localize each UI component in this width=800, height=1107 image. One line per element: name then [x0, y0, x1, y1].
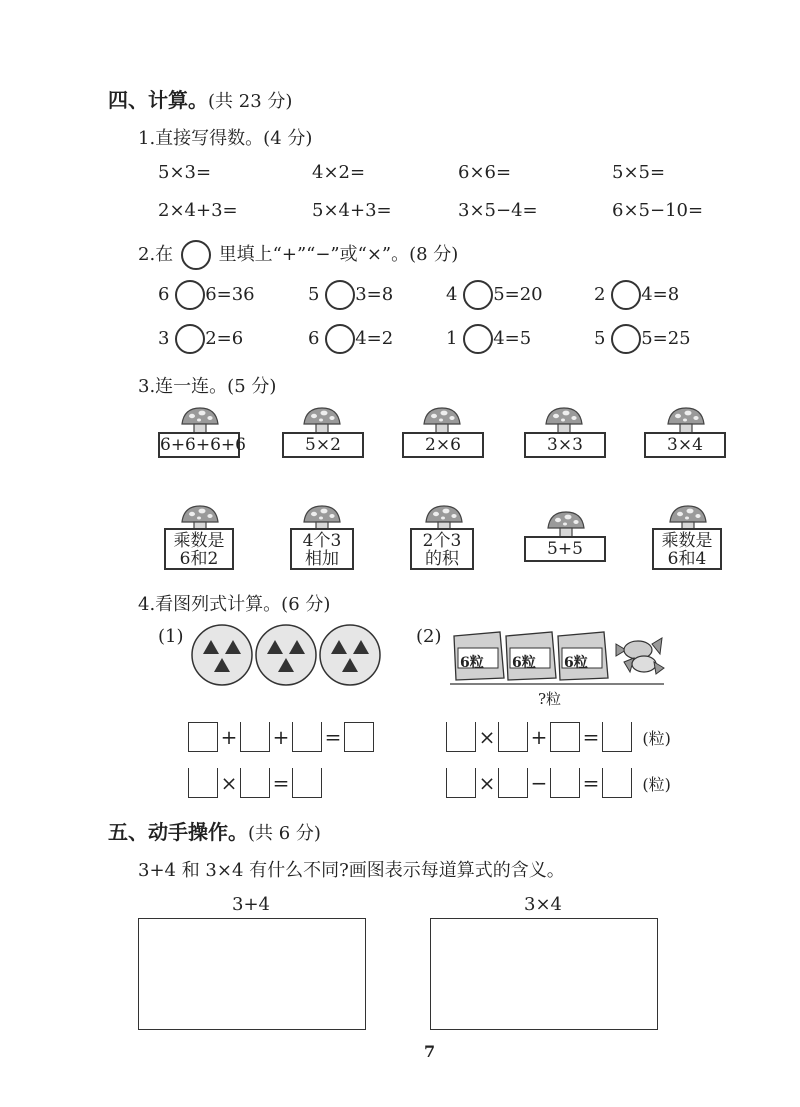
q1-equation: 5×3=	[158, 162, 212, 183]
page-number: 7	[424, 1042, 436, 1061]
answer-box[interactable]	[188, 768, 218, 798]
q1-equation: 6×5−10=	[612, 200, 704, 221]
blank-circle[interactable]	[463, 324, 493, 354]
drawing-label-right: 3×4	[524, 894, 562, 915]
q1-equation: 5×5=	[612, 162, 666, 183]
q2-item: 1 4=5	[446, 324, 531, 354]
q4-title: 4.看图列式计算。(6 分)	[138, 594, 331, 615]
q2-title-prefix: 2.在	[138, 244, 174, 265]
unit-label: (粒)	[642, 774, 671, 794]
card-line: 6和2	[179, 549, 219, 569]
blank-circle[interactable]	[611, 324, 641, 354]
drawing-area-left[interactable]	[138, 918, 366, 1030]
card-line: 2个3	[422, 531, 462, 551]
answer-box[interactable]	[550, 768, 580, 798]
answer-box[interactable]	[550, 722, 580, 752]
match-top-card[interactable]: 6+6+6+6	[158, 432, 240, 458]
q2-item: 4 5=20	[446, 280, 543, 310]
match-top-card[interactable]: 2×6	[402, 432, 484, 458]
section4-heading	[108, 84, 292, 113]
q1-equation: 4×2=	[312, 162, 366, 183]
match-top-card[interactable]: 5×2	[282, 432, 364, 458]
answer-row-1b: × =	[188, 768, 322, 798]
answer-box[interactable]	[446, 722, 476, 752]
q2-item: 6 4=2	[308, 324, 393, 354]
match-top-card[interactable]: 3×3	[524, 432, 606, 458]
total-label: ?粒	[538, 690, 562, 708]
blank-circle[interactable]	[325, 280, 355, 310]
unit-label: (粒)	[642, 728, 671, 748]
q2-item: 5 3=8	[308, 280, 393, 310]
bag-label: 6粒	[460, 655, 484, 671]
section5-title: 五、动手操作。	[108, 820, 248, 844]
triangle-circle-icon	[320, 625, 380, 685]
triangle-circle-icon	[256, 625, 316, 685]
blank-circle[interactable]	[325, 324, 355, 354]
match-bottom-card[interactable]: 5+5	[524, 536, 606, 562]
answer-box[interactable]	[602, 768, 632, 798]
q1-equation: 3×5−4=	[458, 200, 538, 221]
answer-box[interactable]	[344, 722, 374, 752]
triangle-circle-icon	[192, 625, 252, 685]
q1-equation: 6×6=	[458, 162, 512, 183]
answer-box[interactable]	[498, 722, 528, 752]
q1-title: 1.直接写得数。(4 分)	[138, 128, 313, 149]
match-bottom-card[interactable]	[164, 528, 234, 570]
q2-item: 5 5=25	[594, 324, 691, 354]
q2-item: 3 2=6	[158, 324, 243, 354]
card-line: 6和4	[667, 549, 707, 569]
blank-circle[interactable]	[463, 280, 493, 310]
q3-title: 3.连一连。(5 分)	[138, 376, 277, 397]
answer-box[interactable]	[446, 768, 476, 798]
q4-part2-label: (2)	[416, 626, 442, 647]
q1-equation: 5×4+3=	[312, 200, 392, 221]
section4-points: (共 23 分)	[208, 91, 293, 112]
q2-title-suffix: 里填上“+”“−”或“×”。(8 分)	[218, 244, 459, 265]
answer-box[interactable]	[240, 768, 270, 798]
triangle-groups	[190, 622, 386, 688]
candy-icon	[616, 638, 664, 674]
drawing-label-left: 3+4	[232, 894, 270, 915]
answer-row-2b: × − = (粒)	[446, 768, 671, 798]
card-line: 的积	[425, 549, 459, 569]
section5-heading	[108, 816, 321, 845]
drawing-area-right[interactable]	[430, 918, 658, 1030]
q2-item: 6 6=36	[158, 280, 255, 310]
bag-label: 6粒	[564, 655, 588, 671]
match-top-card[interactable]: 3×4	[644, 432, 726, 458]
answer-box[interactable]	[292, 722, 322, 752]
section5-question: 3+4 和 3×4 有什么不同?画图表示每道算式的含义。	[138, 860, 565, 881]
q4-part1-label: (1)	[158, 626, 184, 647]
blank-circle[interactable]	[611, 280, 641, 310]
blank-circle[interactable]	[175, 324, 205, 354]
q2-title-circle	[181, 240, 211, 270]
blank-circle[interactable]	[175, 280, 205, 310]
card-line: 乘数是	[661, 531, 713, 551]
bag-label: 6粒	[512, 655, 536, 671]
card-line: 相加	[305, 549, 339, 569]
q1-equation: 2×4+3=	[158, 200, 238, 221]
answer-box[interactable]	[240, 722, 270, 752]
answer-box[interactable]	[602, 722, 632, 752]
card-line: 乘数是	[173, 531, 225, 551]
section4-title: 四、计算。	[108, 88, 208, 112]
section5-points: (共 6 分)	[248, 823, 321, 844]
q2-title	[138, 240, 458, 270]
match-bottom-card[interactable]	[652, 528, 722, 570]
match-bottom-card[interactable]	[290, 528, 354, 570]
answer-row-2a: × + = (粒)	[446, 722, 671, 752]
answer-row-1a: + + =	[188, 722, 374, 752]
card-line: 4个3	[302, 531, 342, 551]
answer-box[interactable]	[188, 722, 218, 752]
answer-box[interactable]	[292, 768, 322, 798]
q2-item: 2 4=8	[594, 280, 679, 310]
answer-box[interactable]	[498, 768, 528, 798]
match-bottom-card[interactable]	[410, 528, 474, 570]
